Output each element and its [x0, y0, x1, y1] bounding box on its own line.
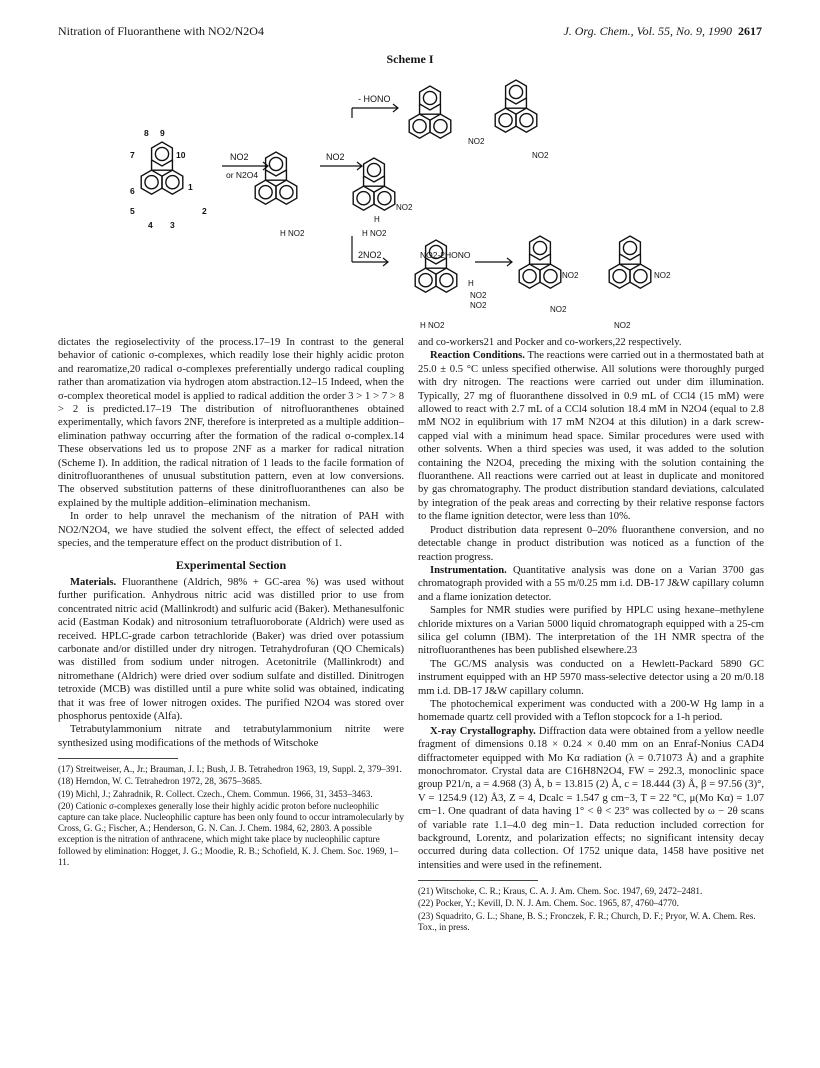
journal-citation: J. Org. Chem., Vol. 55, No. 9, 1990 2617: [563, 24, 762, 38]
label-h-no2-a: H NO2: [280, 229, 305, 238]
dinitro-b-top-ring-aromatic: [623, 241, 636, 254]
fluoranthene-top-ring-aromatic: [155, 147, 168, 160]
pos-7: 7: [130, 150, 135, 160]
left-paragraph-1: dictates the regioselectivity of the process.17–19 In contrast to the general behavior of cationic σ-complexes, which readily lose their highly acidic proton and rearomatize,20 radical σ-complexes preferentially undergo radical coupling rather than aromatization via hydrogen atom abstraction.12–15 Indeed, when the σ-complex theoretical model is applied to radical addition the order 3 > 1 > 7 > 8 > 2 is predicted.17–19 The distribution of nitrofluoranthenes obtained experimentally, which favors 2NF, therefore is interpreted as a multiple addition–elimination pathway occurring after the formation of the radical σ-complex.14 These observations led us to propose 2NF as a marker for radical nitration (Scheme I). In addition, the radical nitration of 1 leads to the facile formation of dinitrofluoranthenes of unusual substitution pattern, even at low conversions. The observed substitution patterns of these dinitrofluoranthenes can also be explained by the multiple addition–elimination mechanism.: [58, 337, 404, 509]
section-heading: Experimental Section: [175, 557, 287, 572]
left-paragraph-2: In order to help unravel the mechanism of the nitration of PAH with NO2/N2O4, we have studied the solvent effect, the effect of selected added species, and the temperature effect on the product distribution of 1.: [58, 511, 404, 550]
label-no2-step2: NO2: [326, 152, 345, 162]
label-no2-h: NO2: [562, 271, 579, 280]
reaction-scheme: [130, 66, 690, 332]
pos-2: 2: [202, 206, 207, 216]
label-or-n2o4: or N2O4: [226, 170, 259, 180]
tetra-adduct-bottom-left-ring-aromatic: [419, 274, 432, 287]
label-no2-c: NO2: [396, 203, 413, 212]
reaction-conditions-paragraph: Reaction Conditions. The reactions were carried out in a thermostated bath at 25.0 ± 0.5 °C unless specified otherwise. All solutions were thoroughly purged with dry nitrogen. The reactions were carried out under dim illumination. Typically, 27 mg of fluoranthene dissolved in 0.9 mL of CCl4 (15 mM) were allowed to react with 2.7 mL of a CCl4 solution 18.4 mM in N2O4 (equal to 2.8 mM NO2 in equlibrium with 17 mM N2O4 at this dilution) in a dark screw-capped vial with a minimum head space. Similar procedures were used with other solvents. When a third species was used, it was added to the solution containing the N2O4, preceding the mixing with the solution containing the fluoranthene. All reactions were carried out at least in duplicate and monitored by gas chromatography. The product distribution standard deviations, calculated by integration of the peak areas and correcting by their relative response factors to the flame ignition detector, were less than 10%.: [418, 350, 764, 523]
dinitro-a-bottom-right-ring-aromatic: [544, 270, 557, 283]
label-no2-f: NO2: [470, 291, 487, 300]
product-2nf-bottom-left-ring-aromatic: [499, 114, 512, 127]
label-no2-step1: NO2: [230, 152, 249, 162]
left-column: [58, 336, 404, 869]
adduct-top-ring-aromatic: [367, 163, 380, 176]
xray-paragraph: X-ray Crystallography. Diffraction data were obtained from a yellow needle fragment of dimensions 0.18 × 0.24 × 0.40 mm on an Enraf-Nonius CAD4 diffractometer equipped with Mo Kα radiation (λ = 0.71073 Å) and a graphite monochromator. Crystal data are C16H8N2O4, FW = 292.3, monoclinic space group P21/n, a = 4.968 (3) Å, b = 13.815 (2) Å, c = 18.444 (3) Å, β = 97.56 (3)°, V = 1254.9 (12) Å3, Z = 4, Dcalc = 1.547 g cm−3, T = 22 °C, μ(Mo Kα) = 1.07 cm−1. One quadrant of data having 1° < θ < 23° was collected by ω − 2θ scans of variable rate 1.1–4.0 deg min−1. Data reduction included correction for background, Lorentz, and polarization effects; no significant intensity decay occurred during data collection. Of 1752 unique data, 1458 have positive net intensities and were used in the refinement.: [418, 725, 765, 871]
adduct-bottom-right-ring-aromatic: [378, 192, 391, 205]
sigma-complex-bottom-left-ring-aromatic: [259, 186, 272, 199]
dinitro-a-top-ring-aromatic: [533, 241, 546, 254]
sigma-complex-bottom-right-ring-aromatic: [280, 186, 293, 199]
adduct-bottom-left-ring-aromatic: [357, 192, 370, 205]
footnote-19: (19) Michl, J.; Zahradnik, R. Collect. Czech., Chem. Commun. 1966, 31, 3453–3463.: [58, 788, 373, 799]
label-no2-e: NO2: [532, 151, 549, 160]
pos-9: 9: [160, 128, 165, 138]
fluoranthene-bottom-right-ring-aromatic: [166, 176, 179, 189]
footnote-rule-right: [418, 880, 538, 881]
footnote-20: (20) Cationic σ-complexes generally lose their highly acidic proton before nucleophilic capture can take place. Nucleophilic capture has been only found to occur intramolecularly by Cross, G. G.; Fischer, A.; Henderson, G. N. Can. J. Chem. 1984, 62, 2803. A possible exception is the nitration of anthracene, which might take place by nucleophilic capture followed by elimination: Hogget, J. G.; Moodie, R. B.; Schofield, K. J. Chem. Soc. 1969, 1–11.: [58, 800, 404, 867]
left-paragraph-3: Tetrabutylammonium nitrate and tetrabutylammonium nitrite were synthesized using modifications of the methods of Witschoke: [58, 724, 404, 749]
dinitro-b-bottom-right-ring-aromatic: [634, 270, 647, 283]
pos-4: 4: [148, 220, 153, 230]
scheme-title: Scheme I: [386, 52, 434, 66]
label-no2-d: NO2: [468, 137, 485, 146]
tetra-adduct-bottom-right-ring-aromatic: [440, 274, 453, 287]
label-h-b: H: [468, 279, 474, 288]
right-paragraph-4: The GC/MS analysis was conducted on a Hewlett-Packard 5890 GC instrument equipped with an HP 5970 mass-selective detector using a 20 m/0.18 mm i.d. DB-17 J&W capillary column.: [418, 658, 764, 697]
pos-10: 10: [176, 150, 186, 160]
scheme-structures: [141, 80, 651, 292]
label-h-no2-b: H NO2: [362, 229, 387, 238]
dinitro-a-bottom-left-ring-aromatic: [523, 270, 536, 283]
right-paragraph-1: and co-workers21 and Pocker and co-workers,22 respectively.: [418, 337, 682, 348]
fluoranthene-bottom-left-ring-aromatic: [145, 176, 158, 189]
label-no2-k: NO2: [614, 321, 631, 330]
footnote-rule: [58, 758, 178, 759]
dinitro-b-bottom-left-ring-aromatic: [613, 270, 626, 283]
footnote-23: (23) Squadrito, G. L.; Shane, B. S.; Fronczek, F. R.; Church, D. F.; Pryor, W. A. Chem. Res. Tox., in press.: [418, 910, 756, 932]
product-3nf-bottom-left-ring-aromatic: [413, 120, 426, 133]
label-hono: - HONO: [358, 94, 391, 104]
footnote-17: (17) Streitweiser, A., Jr.; Brauman, J. I.; Bush, J. B. Tetrahedron 1963, 19, Suppl. 2, 379–391.: [58, 764, 402, 775]
running-header: [58, 24, 762, 42]
materials-paragraph: Materials. Fluoranthene (Aldrich, 98% + GC-area %) was used without further purification. Anhydrous nitric acid was distilled prior to use from concentrated nitric acid (Mallinkrodt) and sulfuric acid (Baker). Methanesulfonic acid (Eastman Kodak) and nitrosonium tetrafluoroborate (Aldrich) were used as received. HPLC-grade carbon tetrachloride (Baker) was dried over potassium carbonate and/or distilled under dry nitrogen. Tetrahydrofuran (QO Chemicals) was distilled from sodium under nitrogen. Acetonitrile (Mallinkrodt) and nitromethane (Aldrich) were dried over sodium sulfate and distilled. Dinitrogen tetroxide (MCB) was distilled until a pure white solid was obtained, indicating that it was free of lower nitrogen oxides. The purified N2O4 was stored over phosphorus pentoxide (Alfa).: [58, 576, 405, 722]
footnote-18: (18) Herndon, W. C. Tetrahedron 1972, 28, 3675–3685.: [58, 776, 263, 787]
page-number: 2617: [738, 24, 762, 38]
right-footnotes: [418, 886, 764, 933]
label-2no2: 2NO2: [358, 250, 382, 260]
product-2nf-top-ring-aromatic: [509, 85, 522, 98]
product-3nf-bottom-right-ring-aromatic: [434, 120, 447, 133]
label-h-a: H: [374, 215, 380, 224]
label-no2-j: NO2: [654, 271, 671, 280]
pos-8: 8: [144, 128, 149, 138]
pos-5: 5: [130, 206, 135, 216]
pos-3: 3: [170, 220, 175, 230]
label-no2-2hono: NO2-2HONO: [420, 250, 471, 260]
footnote-21: (21) Witschoke, C. R.; Kraus, C. A. J. Am. Chem. Soc. 1947, 69, 2472–2481.: [418, 886, 703, 897]
right-paragraph-5: The photochemical experiment was conducted with a 200-W Hg lamp in a homemade quartz cell provided with a Teflon stopcock for a 1-h period.: [418, 698, 764, 724]
label-no2-g: NO2: [470, 301, 487, 310]
footnote-22: (22) Pocker, Y.; Kevill, D. N. J. Am. Chem. Soc. 1965, 87, 4760–4770.: [418, 898, 679, 909]
running-title: Nitration of Fluoranthene with NO2/N2O4: [58, 24, 264, 38]
right-paragraph-2: Product distribution data represent 0–20% fluoranthene conversion, and no detectable change in product distribution was noticed as a function of the reaction progress.: [418, 524, 764, 563]
right-paragraph-3: Samples for NMR studies were purified by HPLC using hexane–methylene chloride mixtures on a Varian 5000 liquid chromatograph equipped with a 25-cm silica gel column (IBM). The interpretation of the 1H NMR spectra of the nitrofluoranthenes has been published elsewhere.23: [418, 605, 764, 657]
left-footnotes: [58, 764, 404, 868]
product-2nf-bottom-right-ring-aromatic: [520, 114, 533, 127]
right-column: [418, 336, 764, 934]
pos-1: 1: [188, 182, 193, 192]
instrumentation-paragraph: Instrumentation. Quantitative analysis was done on a Varian 3700 gas chromatograph provided with a 55 m/0.25 mm i.d. DB-17 J&W capillary column and a flame ionization detector.: [418, 564, 765, 603]
label-no2-i: NO2: [550, 305, 567, 314]
pos-6: 6: [130, 186, 135, 196]
label-h-no2-c: H NO2: [420, 321, 445, 330]
product-3nf-top-ring-aromatic: [423, 91, 436, 104]
sigma-complex-top-ring-aromatic: [269, 157, 282, 170]
